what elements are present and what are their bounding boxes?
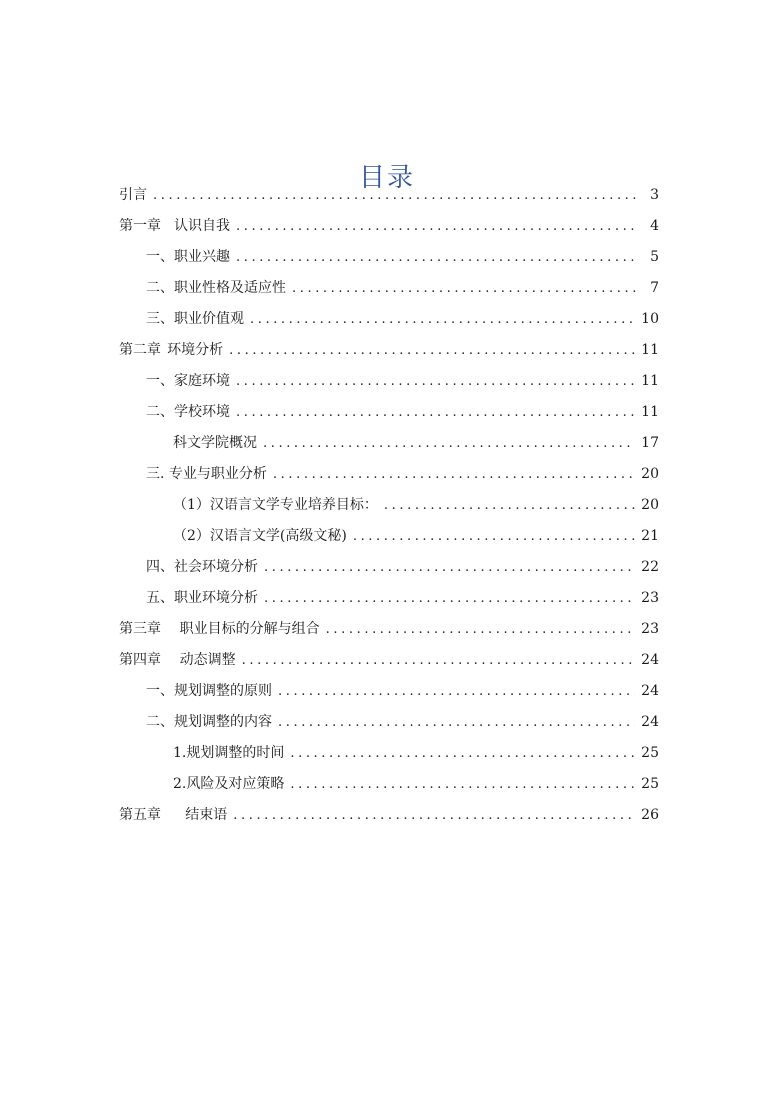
toc-leader-dots <box>236 211 639 242</box>
toc-page-number: 23 <box>641 621 659 637</box>
toc-entry-label: 科文学院概况 <box>173 435 257 451</box>
toc-entry-label: 四、社会环境分析 <box>146 559 258 575</box>
toc-page-number: 11 <box>641 342 659 358</box>
toc-page-number: 24 <box>641 652 659 668</box>
toc-entry-label: （2）汉语言文学(高级文秘) <box>173 528 347 544</box>
toc-leader-dots <box>263 428 635 459</box>
toc-entry[interactable] <box>119 242 659 273</box>
toc-page-number: 23 <box>641 590 659 606</box>
toc-page-number: 25 <box>641 776 659 792</box>
toc-entry[interactable] <box>119 769 659 800</box>
toc-entry-label: 二、学校环境 <box>146 404 230 420</box>
toc-entry[interactable] <box>119 552 659 583</box>
toc-chapter-number: 第一章 <box>119 218 161 234</box>
toc-leader-dots <box>264 552 635 583</box>
toc-entry-label: 职业目标的分解与组合 <box>179 621 320 637</box>
toc-chapter-number: 第二章 <box>119 342 161 358</box>
toc-leader-dots <box>236 366 635 397</box>
toc-entry-label: 引言 <box>119 187 147 203</box>
toc-chapter-number: 第三章 <box>119 621 161 637</box>
toc-page-number: 24 <box>641 683 659 699</box>
toc-entry[interactable] <box>119 335 659 366</box>
toc-page-number: 20 <box>641 466 659 482</box>
toc-entry-label: 环境分析 <box>167 342 224 358</box>
toc-entry-label: 2.风险及对应策略 <box>173 776 285 792</box>
toc-entry-label: 1.规划调整的时间 <box>173 745 285 761</box>
toc-page-number: 7 <box>650 280 659 296</box>
toc-leader-dots <box>273 459 635 490</box>
toc-chapter-number: 第五章 <box>119 807 161 823</box>
toc-page-number: 22 <box>641 559 659 575</box>
toc-leader-dots <box>384 490 635 521</box>
toc-entry[interactable] <box>119 645 659 676</box>
toc-title: 目录 <box>358 163 415 194</box>
toc-entry-label: 三. 专业与职业分析 <box>146 466 267 482</box>
toc-entry[interactable] <box>119 180 659 211</box>
toc-entry-label: 一、职业兴趣 <box>146 249 230 265</box>
toc-leader-dots <box>278 676 635 707</box>
toc-leader-dots <box>233 800 635 831</box>
toc-entry-label: 动态调整 <box>179 652 236 668</box>
toc-leader-dots <box>278 707 635 738</box>
toc-entry[interactable] <box>119 273 659 304</box>
toc-entry[interactable] <box>119 211 659 242</box>
toc-leader-dots <box>290 738 635 769</box>
toc-list <box>119 180 659 831</box>
toc-entry[interactable] <box>119 676 659 707</box>
toc-entry[interactable] <box>119 738 659 769</box>
toc-page-number: 24 <box>641 714 659 730</box>
toc-entry[interactable] <box>119 397 659 428</box>
toc-page-number: 3 <box>650 187 659 203</box>
toc-entry[interactable] <box>119 614 659 645</box>
toc-leader-dots <box>264 583 635 614</box>
toc-page-number: 5 <box>650 249 659 265</box>
toc-leader-dots <box>290 769 635 800</box>
toc-leader-dots <box>236 242 639 273</box>
toc-entry[interactable] <box>119 366 659 397</box>
toc-page-number: 10 <box>641 311 659 327</box>
toc-leader-dots <box>326 614 636 645</box>
toc-entry[interactable] <box>119 428 659 459</box>
toc-entry-label: 一、规划调整的原则 <box>146 683 272 699</box>
toc-entry[interactable] <box>119 459 659 490</box>
toc-entry[interactable] <box>119 707 659 738</box>
toc-leader-dots <box>353 521 635 552</box>
toc-entry-label: 二、职业性格及适应性 <box>146 280 286 296</box>
toc-entry-label: 二、规划调整的内容 <box>146 714 272 730</box>
toc-entry-label: 一、家庭环境 <box>146 373 230 389</box>
toc-entry[interactable] <box>119 304 659 335</box>
toc-entry[interactable] <box>119 583 659 614</box>
toc-entry-label: （1）汉语言文学专业培养目标： <box>173 497 378 513</box>
toc-entry[interactable] <box>119 521 659 552</box>
toc-leader-dots <box>229 335 635 366</box>
toc-page-number: 11 <box>641 373 659 389</box>
toc-leader-dots <box>250 304 635 335</box>
toc-entry-label: 认识自我 <box>174 218 231 234</box>
toc-leader-dots <box>242 645 636 676</box>
toc-leader-dots <box>292 273 639 304</box>
toc-chapter-number: 第四章 <box>119 652 161 668</box>
toc-entry-label: 五、职业环境分析 <box>146 590 258 606</box>
toc-entry[interactable] <box>119 800 659 831</box>
toc-entry[interactable] <box>119 490 659 521</box>
toc-page-number: 17 <box>641 435 659 451</box>
toc-page-number: 25 <box>641 745 659 761</box>
toc-entry-label: 三、职业价值观 <box>146 311 244 327</box>
toc-page-number: 4 <box>650 218 659 234</box>
toc-entry-label: 结束语 <box>185 807 228 823</box>
toc-page-number: 21 <box>641 528 659 544</box>
toc-leader-dots <box>236 397 635 428</box>
toc-page-number: 26 <box>641 807 659 823</box>
toc-page-number: 11 <box>641 404 659 420</box>
toc-leader-dots <box>153 180 639 211</box>
toc-page-number: 20 <box>641 497 659 513</box>
